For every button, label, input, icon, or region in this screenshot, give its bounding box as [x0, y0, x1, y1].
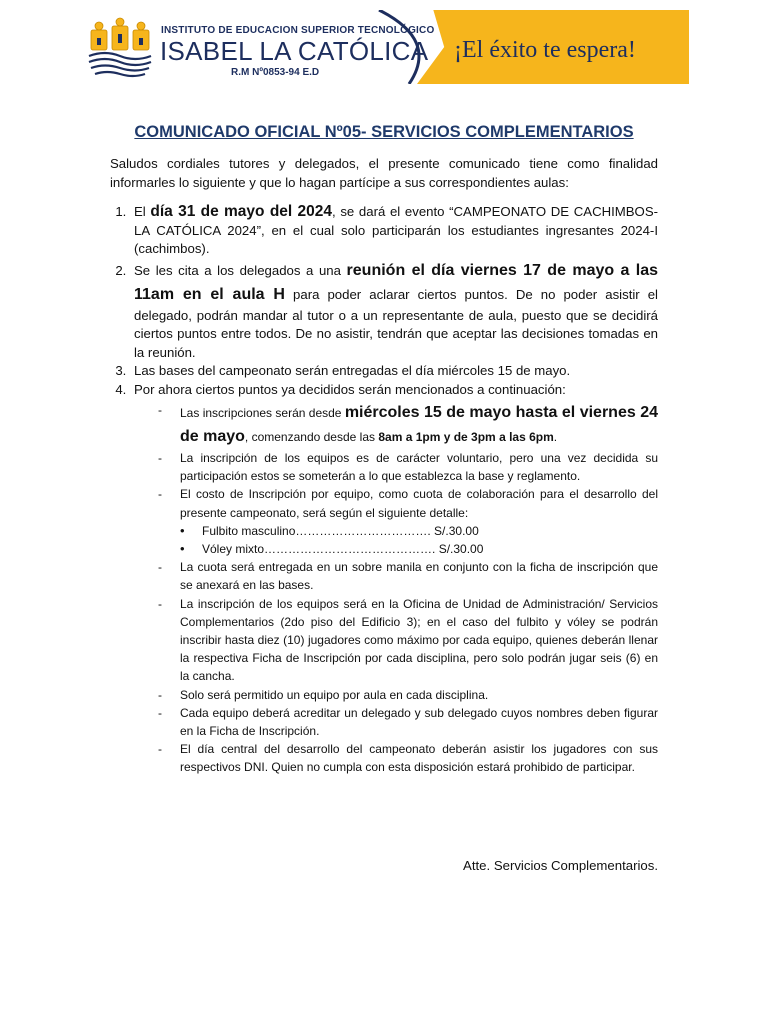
institute-name: ISABEL LA CATÓLICA	[160, 36, 429, 66]
fee-list	[180, 522, 658, 558]
institute-type: INSTITUTO DE EDUCACION SUPERIOR TECNOLÓGICO	[161, 25, 435, 36]
intro-paragraph: Saludos cordiales tutores y delegados, el presente comunicado tiene como finalidad informarles lo siguiente y que lo hagan partícipe a sus correspondientes aulas:	[110, 156, 658, 190]
sub-item: - Solo será permitido un equipo por aula en cada disciplina.	[180, 686, 658, 704]
sub-item: - La inscripción de los equipos será en la Oficina de Unidad de Administración/ Servicios Complementarios (2do piso del Edificio 3); en el caso del fulbito y vóley se podrán inscribir hasta diez (10) jugadores como máximo por cada equipo, quienes deberán llenar la respectiva Ficha de Inscripción por cada disciplina, pero solo podrán jugar seis (6) en la cancha.	[180, 595, 658, 686]
list-item: 3. Las bases del campeonato serán entregadas el día miércoles 15 de mayo.	[130, 362, 658, 381]
sub-item: - El día central del desarrollo del campeonato deberán asistir los jugadores con sus respectivos DNI. Quien no cumpla con esta disposición estará prohibido de participar.	[180, 740, 658, 776]
page-title: COMUNICADO OFICIAL Nº05- SERVICIOS COMPLEMENTARIOS	[134, 123, 634, 141]
institute-resolution: R.M Nº0853-94 E.D	[231, 67, 320, 78]
fee-item: • Fulbito masculino……………………………. S/.30.00	[180, 522, 658, 540]
sub-item: - La cuota será entregada en un sobre manila en conjunto con la ficha de inscripción que se anexará en las bases.	[180, 558, 658, 594]
letterhead	[79, 10, 689, 84]
institute-logo-icon	[85, 16, 155, 78]
list-item: 1. El día 31 de mayo del 2024, se dará el evento “CAMPEONATO DE CACHIMBOS- LA CATÓLICA 2024”, en el cual solo participarán los estudiantes ingresantes 2024-I (cachimbos).	[130, 203, 658, 259]
main-list	[110, 203, 658, 777]
sub-item: - Cada equipo deberá acreditar un delegado y sub delegado cuyos nombres deben figurar en la Ficha de Inscripción.	[180, 704, 658, 740]
sub-item: - Las inscripciones serán desde miércoles 15 de mayo hasta el viernes 24 de mayo, comenzando desde las 8am a 1pm y de 3pm a las 6pm.	[180, 401, 658, 449]
list-item: 2. Se les cita a los delegados a una reunión el día viernes 17 de mayo a las 11am en el aula H para poder aclarar ciertos puntos. De no poder asistir el delegado, podrán mandar al tutor o a un representante de aula, puesto que se decidirá ciertos puntos entre todos. De no asistir, tendrán que aceptar las decisiones tomadas en la reunión.	[130, 259, 658, 363]
sub-item: - La inscripción de los equipos es de carácter voluntario, pero una vez decidida su participación estos se someterán a lo que establezca la base y reglamento.	[180, 449, 658, 485]
signature: Atte. Servicios Complementarios.	[463, 858, 658, 873]
document-body	[110, 155, 658, 777]
sub-list	[134, 401, 658, 777]
slogan: ¡El éxito te espera!	[454, 37, 636, 63]
sub-item: - El costo de Inscripción por equipo, como cuota de colaboración para el desarrollo del presente campeonato, será según el siguiente detalle: • Fulbito masculino……………………………. S/.30.00 • Vóley mixto……………………………………. S/.30.00	[180, 485, 658, 558]
fee-item: • Vóley mixto……………………………………. S/.30.00	[180, 540, 658, 558]
list-item: 4. Por ahora ciertos puntos ya decididos serán mencionados a continuación: - Las inscripciones serán desde miércoles 15 de mayo hasta el viernes 24 de mayo, comenzando desde las 8am a 1pm y de 3pm a las 6pm. - La inscripción de los equipos es de carácter voluntario, pero una vez decidida su participación estos se someterán a lo que establezca la base y reglamento. - El costo de Inscripción por equipo, como cuota de colaboración para el desarrollo del presente campeonato, será según el siguiente detalle: • Fulbito masculino……………………………. S/.30.00 • Vóley mixto……………………………………. S/.30.00 - La cuota será entregada en un sobre manila en conjunto con la ficha de inscripción que se anexará en las bases. - La inscripción de los equipos será en la Oficina de Unidad de Administración/ Servicios Complementarios (2do piso del Edificio 3); en el caso del fulbito y vóley se podrán inscribir hasta diez (10) jugadores como máximo por cada equipo, quienes deberán llenar la respectiva Ficha de Inscripción por cada disciplina, pero solo podrán jugar seis (6) en la cancha. - Solo será permitido un equipo por aula en cada disciplina. - Cada equipo deberá acreditar un delegado y sub delegado cuyos nombres deben figurar en la Ficha de Inscripción. - El día central del desarrollo del campeonato deberán asistir los jugadores con sus respectivos DNI. Quien no cumpla con esta disposición estará prohibido de participar.	[130, 381, 658, 777]
